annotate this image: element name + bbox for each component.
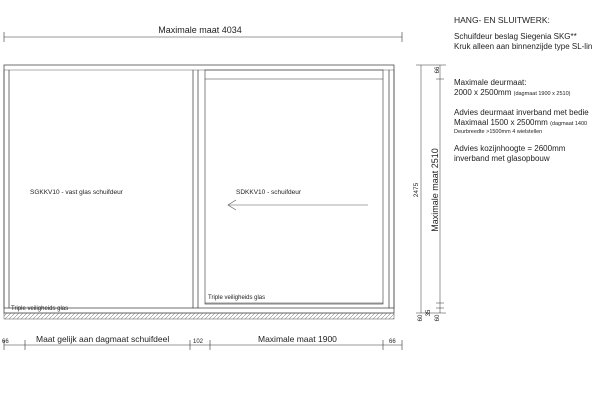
notes-line-wheels: Deurbreedte >1500mm 4 wielstellen (454, 129, 543, 135)
notes-line-advice: Advies deurmaat inverband met bedie (454, 108, 589, 117)
top-dimension (4, 25, 402, 42)
vertical-inner-dim: 2475 (413, 182, 420, 198)
right-glass-note: Triple veiligheids glas (208, 295, 266, 301)
max-size-clear: (dagmaat 1900 x 2510) (513, 91, 571, 97)
notes-line-advice-size (454, 118, 600, 128)
notes-line-handle: Kruk alleen aan binnenzijde type SL-lin (454, 42, 593, 51)
notes-line-glazing: inverband met glasopbouw (454, 154, 550, 163)
notes-line-max-size (454, 88, 600, 98)
notes-line-hardware: Schuifdeur beslag Siegenia SKG** (454, 32, 577, 41)
bottom-right-label: Maximale maat 1900 (258, 334, 337, 344)
advice-size-value: Maximaal 1500 x 2500mm (454, 118, 548, 127)
sliding-panel (205, 70, 383, 304)
notes-panel (454, 15, 600, 164)
notes-line-frame-height: Advies kozijnhoogte = 2600mm (454, 144, 566, 153)
left-panel-label: SGKKV10 - vast glas schuifdeur (30, 189, 123, 196)
notes-title: HANG- EN SLUITWERK: (454, 15, 550, 25)
bottom-right-offset: 66 (389, 339, 396, 345)
bottom-dimension (2, 334, 402, 350)
top-dimension-label: Maximale maat 4034 (158, 25, 242, 35)
right-bottom-dim-2: 35 (426, 309, 432, 317)
right-bottom-dim-3: 60 (435, 314, 441, 322)
bottom-mid-offset: 102 (193, 339, 204, 345)
max-size-value: 2000 x 2500mm (454, 88, 512, 97)
vertical-dimensions (413, 65, 446, 321)
left-glass-note: Triple veiligheids glas (11, 306, 69, 312)
right-top-dim: 66 (435, 66, 441, 74)
right-bottom-dim-1: 60 (418, 314, 424, 322)
bottom-left-offset: 66 (2, 339, 9, 345)
right-panel-label: SDKKV10 - schuifdeur (236, 189, 302, 196)
floor-hatch (4, 313, 394, 319)
bottom-left-label: Maat gelijk aan dagmaat schuifdeel (36, 334, 170, 344)
advice-size-clear: (dagmaat 1400 (550, 121, 588, 127)
vertical-outer-dim: Maximale maat 2510 (430, 148, 440, 232)
slide-direction-arrow (228, 200, 368, 210)
notes-line-max-door: Maximale deurmaat: (454, 78, 527, 87)
